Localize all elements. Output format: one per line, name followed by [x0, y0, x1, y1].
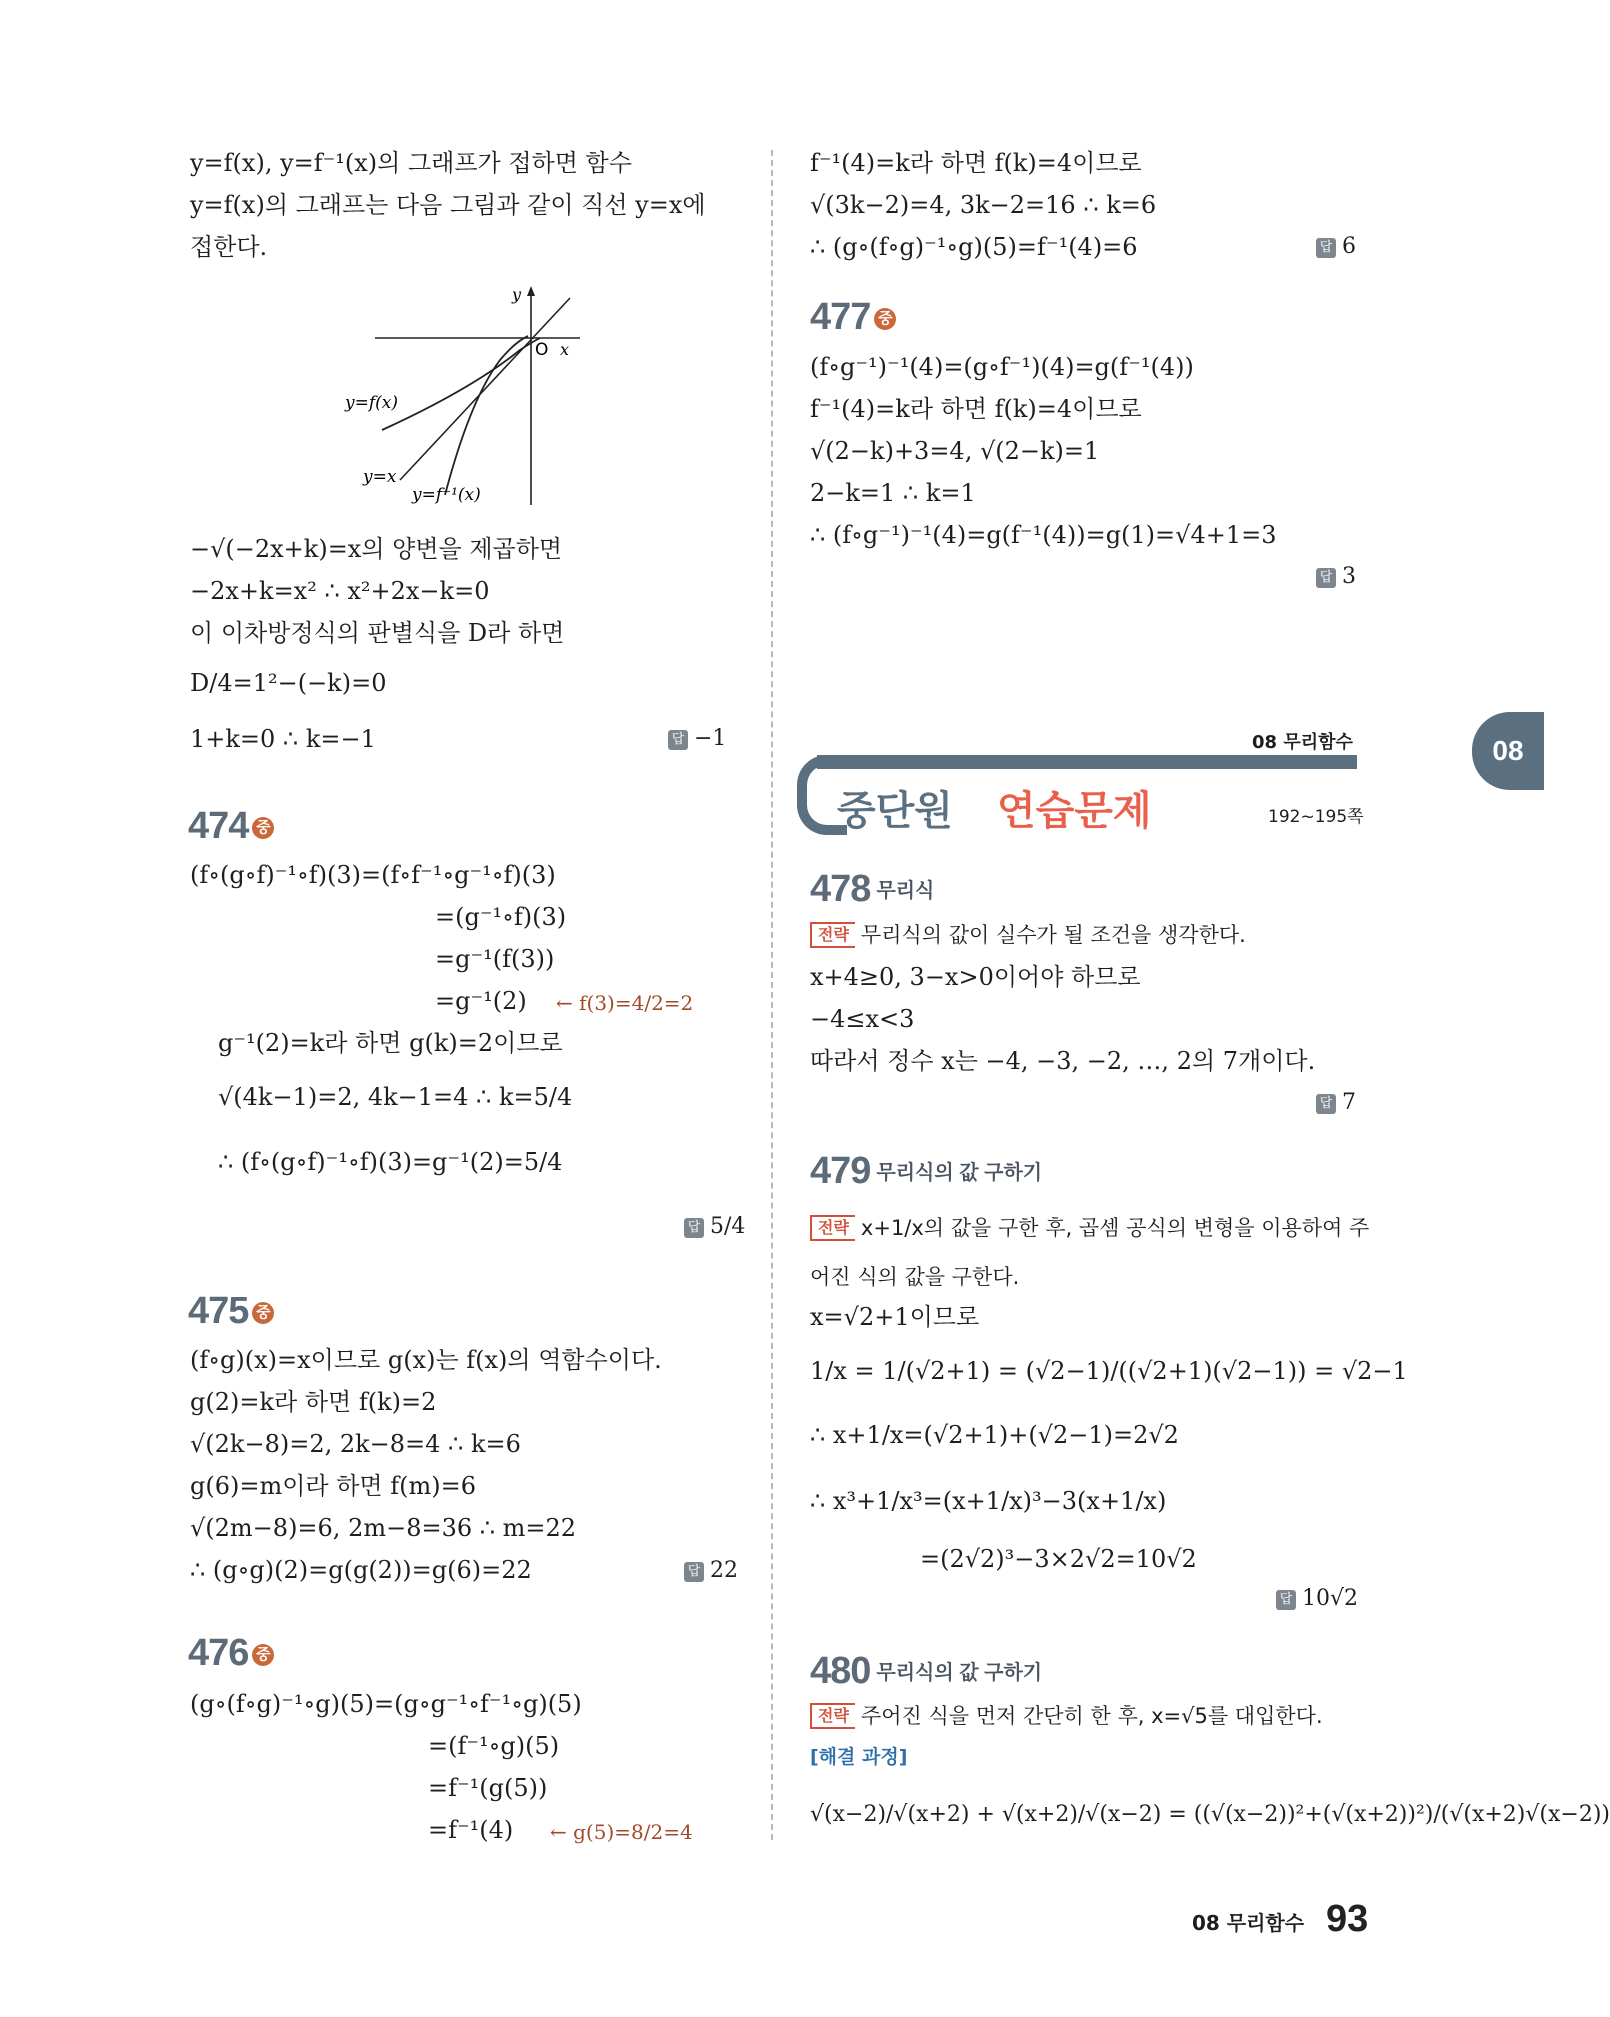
footer-chapter-label: 08 무리함수: [1192, 1911, 1305, 1935]
problem-478-number: [810, 868, 934, 911]
p477-line-5: ∴ (f∘g⁻¹)⁻¹(4)=g(f⁻¹(4))=g(1)=√4+1=3: [810, 521, 1277, 549]
strategy-tag: 전략: [810, 1215, 855, 1241]
p477-line-4: 2−k=1 ∴ k=1: [810, 479, 976, 507]
intro2-line-4: D/4=1²−(−k)=0: [190, 669, 387, 697]
answer-mark-icon: 답: [1276, 1590, 1296, 1610]
p478-strategy: [810, 920, 1246, 950]
problem-476-number: [188, 1632, 274, 1675]
problem-475-num-text: 475: [188, 1290, 249, 1332]
problem-480-number: [810, 1650, 1042, 1693]
level-badge: 중: [874, 308, 896, 330]
p477-line-2: f⁻¹(4)=k라 하면 f(k)=4이므로: [810, 395, 1142, 423]
problem-478-topic: 무리식: [876, 880, 935, 902]
p479-line-3: ∴ x+1/x=(√2+1)+(√2−1)=2√2: [810, 1421, 1179, 1449]
right-top-line-1: f⁻¹(4)=k라 하면 f(k)=4이므로: [810, 149, 1142, 177]
p474-line-3: =g⁻¹(f(3)): [435, 945, 555, 973]
problem-474-num-text: 474: [188, 805, 249, 847]
tangent-graph: [345, 280, 590, 510]
p479-line-4: ∴ x³+1/x³=(x+1/x)³−3(x+1/x): [810, 1487, 1167, 1515]
p477-line-3: √(2−k)+3=4, √(2−k)=1: [810, 437, 1100, 465]
strategy-tag: 전략: [810, 922, 855, 948]
answer-476: [1316, 234, 1356, 259]
column-divider: [771, 150, 773, 1840]
section-pages: 192~195쪽: [1268, 807, 1364, 827]
answer-478-value: 7: [1342, 1090, 1356, 1115]
p479-strategy-text: x+1/x의 값을 구한 후, 곱셈 공식의 변형을 이용하여 주: [860, 1216, 1370, 1240]
p475-line-6: ∴ (g∘g)(2)=g(g(2))=g(6)=22: [190, 1556, 532, 1584]
p475-line-3: √(2k−8)=2, 2k−8=4 ∴ k=6: [190, 1430, 521, 1458]
p474-line-4: =g⁻¹(2): [435, 987, 527, 1015]
right-top-line-2: √(3k−2)=4, 3k−2=16 ∴ k=6: [810, 191, 1157, 219]
graph-o-label: O: [535, 340, 549, 360]
p476-note: ← g(5)=8/2=4: [550, 1820, 693, 1844]
answer-473-value: −1: [694, 726, 727, 751]
level-badge: 중: [252, 1644, 274, 1666]
answer-475-value: 22: [710, 1558, 738, 1583]
p474-note: ← f(3)=4/2=2: [556, 991, 694, 1015]
answer-477-value: 3: [1342, 564, 1356, 589]
graph-x-label: x: [560, 340, 570, 359]
answer-478: [1316, 1090, 1356, 1115]
problem-480-topic: 무리식의 값 구하기: [876, 1662, 1043, 1684]
problem-480-num-text: 480: [810, 1650, 871, 1692]
level-badge: 중: [252, 1302, 274, 1324]
answer-mark-icon: 답: [668, 730, 688, 750]
graph-line-label: y=x: [363, 467, 397, 487]
graph-y-label: y: [512, 285, 522, 304]
p474-line-1: (f∘(g∘f)⁻¹∘f)(3)=(f∘f⁻¹∘g⁻¹∘f)(3): [190, 861, 556, 889]
p480-process-label: [해결 과정]: [810, 1746, 908, 1768]
p476-line-2: =(f⁻¹∘g)(5): [428, 1732, 560, 1760]
intro-line-2: y=f(x)의 그래프는 다음 그림과 같이 직선 y=x에: [190, 191, 706, 219]
intro2-line-5: 1+k=0 ∴ k=−1: [190, 725, 376, 753]
problem-477-number: [810, 296, 896, 339]
level-badge: 중: [252, 817, 274, 839]
intro-line-3: 접한다.: [190, 233, 268, 261]
p475-line-2: g(2)=k라 하면 f(k)=2: [190, 1388, 437, 1416]
problem-475-number: [188, 1290, 274, 1333]
p479-line-1: x=√2+1이므로: [810, 1303, 980, 1331]
banner-title-a: 중단원: [837, 788, 953, 834]
answer-477: [1316, 564, 1356, 589]
p480-strategy-text: 주어진 식을 먼저 간단히 한 후, x=√5를 대입한다.: [860, 1704, 1323, 1728]
graph-finv-label: y=f⁻¹(x): [412, 485, 481, 505]
p479-strategy: [810, 1213, 1369, 1243]
p480-strategy: [810, 1701, 1323, 1731]
banner-bar: [817, 755, 1357, 769]
p480-line-1: √(x−2)/√(x+2) + √(x+2)/√(x−2) = ((√(x−2))²+(√(x+2))²)/(√(x+2)√(x−2)): [810, 1802, 1610, 1827]
p474-line-6: √(4k−1)=2, 4k−1=4 ∴ k=5/4: [218, 1083, 573, 1111]
problem-479-num-text: 479: [810, 1150, 871, 1192]
p478-strategy-text: 무리식의 값이 실수가 될 조건을 생각한다.: [860, 923, 1246, 947]
answer-mark-icon: 답: [1316, 568, 1336, 588]
answer-475: [684, 1558, 738, 1583]
p474-line-7: ∴ (f∘(g∘f)⁻¹∘f)(3)=g⁻¹(2)=5/4: [218, 1148, 563, 1176]
chapter-label: 08 무리함수: [1252, 732, 1353, 753]
problem-476-num-text: 476: [188, 1632, 249, 1674]
p478-line-1: x+4≥0, 3−x>0이어야 하므로: [810, 963, 1141, 991]
p475-line-4: g(6)=m이라 하면 f(m)=6: [190, 1472, 476, 1500]
answer-mark-icon: 답: [1316, 238, 1336, 258]
p479-strategy-2: 어진 식의 값을 구한다.: [810, 1265, 1020, 1289]
answer-479-value: 10√2: [1302, 1586, 1359, 1611]
intro2-line-3: 이 이차방정식의 판별식을 D라 하면: [190, 619, 565, 647]
problem-479-topic: 무리식의 값 구하기: [876, 1162, 1043, 1184]
chapter-tab: 08: [1472, 712, 1544, 790]
answer-473: [668, 726, 726, 751]
answer-mark-icon: 답: [1316, 1094, 1336, 1114]
p474-line-2: =(g⁻¹∘f)(3): [435, 903, 567, 931]
answer-474: [684, 1214, 745, 1239]
answer-479: [1276, 1586, 1358, 1611]
p475-line-1: (f∘g)(x)=x이므로 g(x)는 f(x)의 역함수이다.: [190, 1346, 662, 1374]
answer-474-value: 5/4: [710, 1214, 746, 1239]
strategy-tag: 전략: [810, 1703, 855, 1729]
p475-line-5: √(2m−8)=6, 2m−8=36 ∴ m=22: [190, 1514, 577, 1542]
intro2-line-1: −√(−2x+k)=x의 양변을 제곱하면: [190, 535, 563, 563]
answer-mark-icon: 답: [684, 1562, 704, 1582]
problem-474-number: [188, 805, 274, 848]
p476-line-3: =f⁻¹(g(5)): [428, 1774, 548, 1802]
p478-line-3: 따라서 정수 x는 −4, −3, −2, …, 2의 7개이다.: [810, 1047, 1316, 1075]
p479-line-5: =(2√2)³−3×2√2=10√2: [920, 1545, 1197, 1573]
intro-line-1: y=f(x), y=f⁻¹(x)의 그래프가 접하면 함수: [190, 149, 632, 177]
problem-478-num-text: 478: [810, 868, 871, 910]
p474-line-5: g⁻¹(2)=k라 하면 g(k)=2이므로: [218, 1029, 563, 1057]
intro2-line-2: −2x+k=x² ∴ x²+2x−k=0: [190, 577, 490, 605]
page-number: 93: [1326, 1898, 1369, 1940]
p476-line-1: (g∘(f∘g)⁻¹∘g)(5)=(g∘g⁻¹∘f⁻¹∘g)(5): [190, 1690, 582, 1718]
p476-line-4: =f⁻¹(4): [428, 1816, 514, 1844]
answer-476-value: 6: [1342, 234, 1356, 259]
problem-479-number: [810, 1150, 1042, 1193]
p478-line-2: −4≤x<3: [810, 1005, 915, 1033]
p479-line-2: 1/x = 1/(√2+1) = (√2−1)/((√2+1)(√2−1)) = √2−1: [810, 1357, 1408, 1385]
problem-477-num-text: 477: [810, 296, 871, 338]
banner-title-b: 연습문제: [997, 788, 1152, 834]
answer-mark-icon: 답: [684, 1218, 704, 1238]
right-top-line-3: ∴ (g∘(f∘g)⁻¹∘g)(5)=f⁻¹(4)=6: [810, 233, 1138, 261]
p477-line-1: (f∘g⁻¹)⁻¹(4)=(g∘f⁻¹)(4)=g(f⁻¹(4)): [810, 353, 1194, 381]
graph-f-label: y=f(x): [345, 393, 398, 413]
